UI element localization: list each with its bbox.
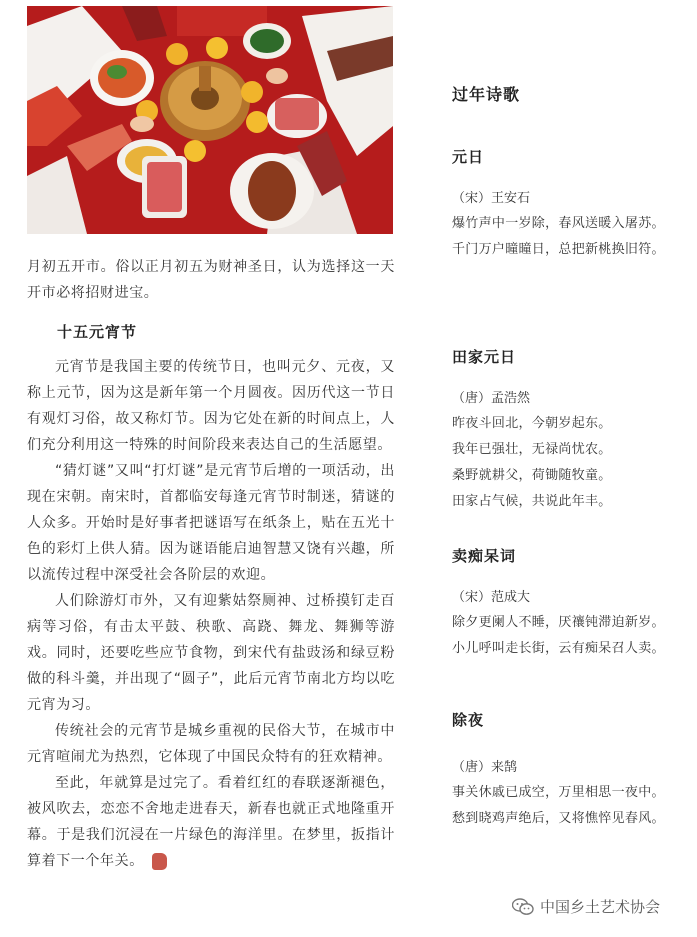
- poem-2: [452, 346, 692, 515]
- poem-author: （宋）王安石: [452, 191, 531, 206]
- paragraph-3: 人们除游灯市外，又有迎紫姑祭厕神、过桥摸钉走百病等习俗，有击太平鼓、秧歌、高跷、舞龙、舞狮等游戏。同时，还要吃些应节食物，到宋代有盐豉汤和绿豆粉做的科斗羹，并出现了“圆子”，此后元宵节南北方均以吃元宵为习。: [27, 593, 395, 713]
- poem-author: （唐）孟浩然: [452, 391, 531, 406]
- paragraph-2: “猜灯谜”又叫“打灯谜”是元宵节后增的一项活动，出现在宋朝。南宋时，首都临安每逢元宵节时制迷，猜谜的人众多。开始时是好事者把谜语写在纸条上，贴在五光十色的彩灯上供人猜。因为谜语能启迪智慧又饶有兴趣，所以流传过程中深受社会各阶层的欢迎。: [27, 463, 395, 583]
- poem-line: 昨夜斗回北，今朝岁起东。: [452, 416, 612, 431]
- paragraph-5-text: 至此，年就算是过完了。看着红红的春联逐渐褪色，被风吹去，恋恋不舍地走进春天，新春也就正式地隆重开幕。于是我们沉浸在一片绿色的海洋里。在梦里，扳指计算着下一个年关。: [27, 775, 395, 869]
- poem-1: [452, 146, 692, 263]
- poem-4: [452, 709, 692, 832]
- article-column: [27, 254, 395, 874]
- seal-stamp-icon: [152, 853, 167, 870]
- poem-line: 爆竹声中一岁除，春风送暖入屠苏。: [452, 216, 665, 231]
- intro-paragraph: 月初五开市。俗以正月初五为财神圣日，认为选择这一天开市必将招财进宝。: [27, 259, 395, 301]
- poem-author: （宋）范成大: [452, 590, 531, 605]
- poem-line: 事关休戚已成空，万里相思一夜中。: [452, 785, 665, 800]
- poem-title: 卖痴呆词: [452, 547, 517, 565]
- hotpot-photo: [27, 6, 393, 234]
- poems-heading: 过年诗歌: [452, 85, 521, 104]
- section-title: 十五元宵节: [57, 323, 138, 341]
- poem-line: 愁到晓鸡声绝后，又将憔悴见春风。: [452, 811, 665, 826]
- paragraph-5: [27, 770, 395, 874]
- poem-line: 小儿呼叫走长街，云有痴呆召人卖。: [452, 641, 665, 656]
- poem-line: 桑野就耕父，荷锄随牧童。: [452, 468, 612, 483]
- poem-line: 我年已强壮，无禄尚忧农。: [452, 442, 612, 457]
- poem-3: [452, 545, 692, 662]
- brand-watermark: [512, 896, 660, 917]
- poem-line: 除夕更阑人不睡，厌禳钝滞迫新岁。: [452, 615, 665, 630]
- wechat-icon: [512, 898, 534, 916]
- poem-title: 元日: [452, 148, 485, 166]
- poem-title: 田家元日: [452, 348, 517, 366]
- poem-line: 千门万户曈曈日，总把新桃换旧符。: [452, 242, 665, 257]
- paragraph-1: 元宵节是我国主要的传统节日，也叫元夕、元夜，又称上元节，因为这是新年第一个月圆夜。因历代这一节日有观灯习俗，故又称灯节。因为它处在新的时间点上，人们充分利用这一特殊的时间阶段来表达自己的生活愿望。: [27, 359, 395, 453]
- poem-title: 除夜: [452, 711, 485, 729]
- paragraph-4: 传统社会的元宵节是城乡重视的民俗大节，在城市中元宵喧闹尤为热烈，它体现了中国民众特有的狂欢精神。: [27, 723, 395, 765]
- poem-line: 田家占气候，共说此年丰。: [452, 494, 612, 509]
- hotpot-illustration: [27, 6, 393, 234]
- brand-name: 中国乡土艺术协会: [540, 898, 661, 916]
- poem-author: （唐）来鹄: [452, 760, 518, 775]
